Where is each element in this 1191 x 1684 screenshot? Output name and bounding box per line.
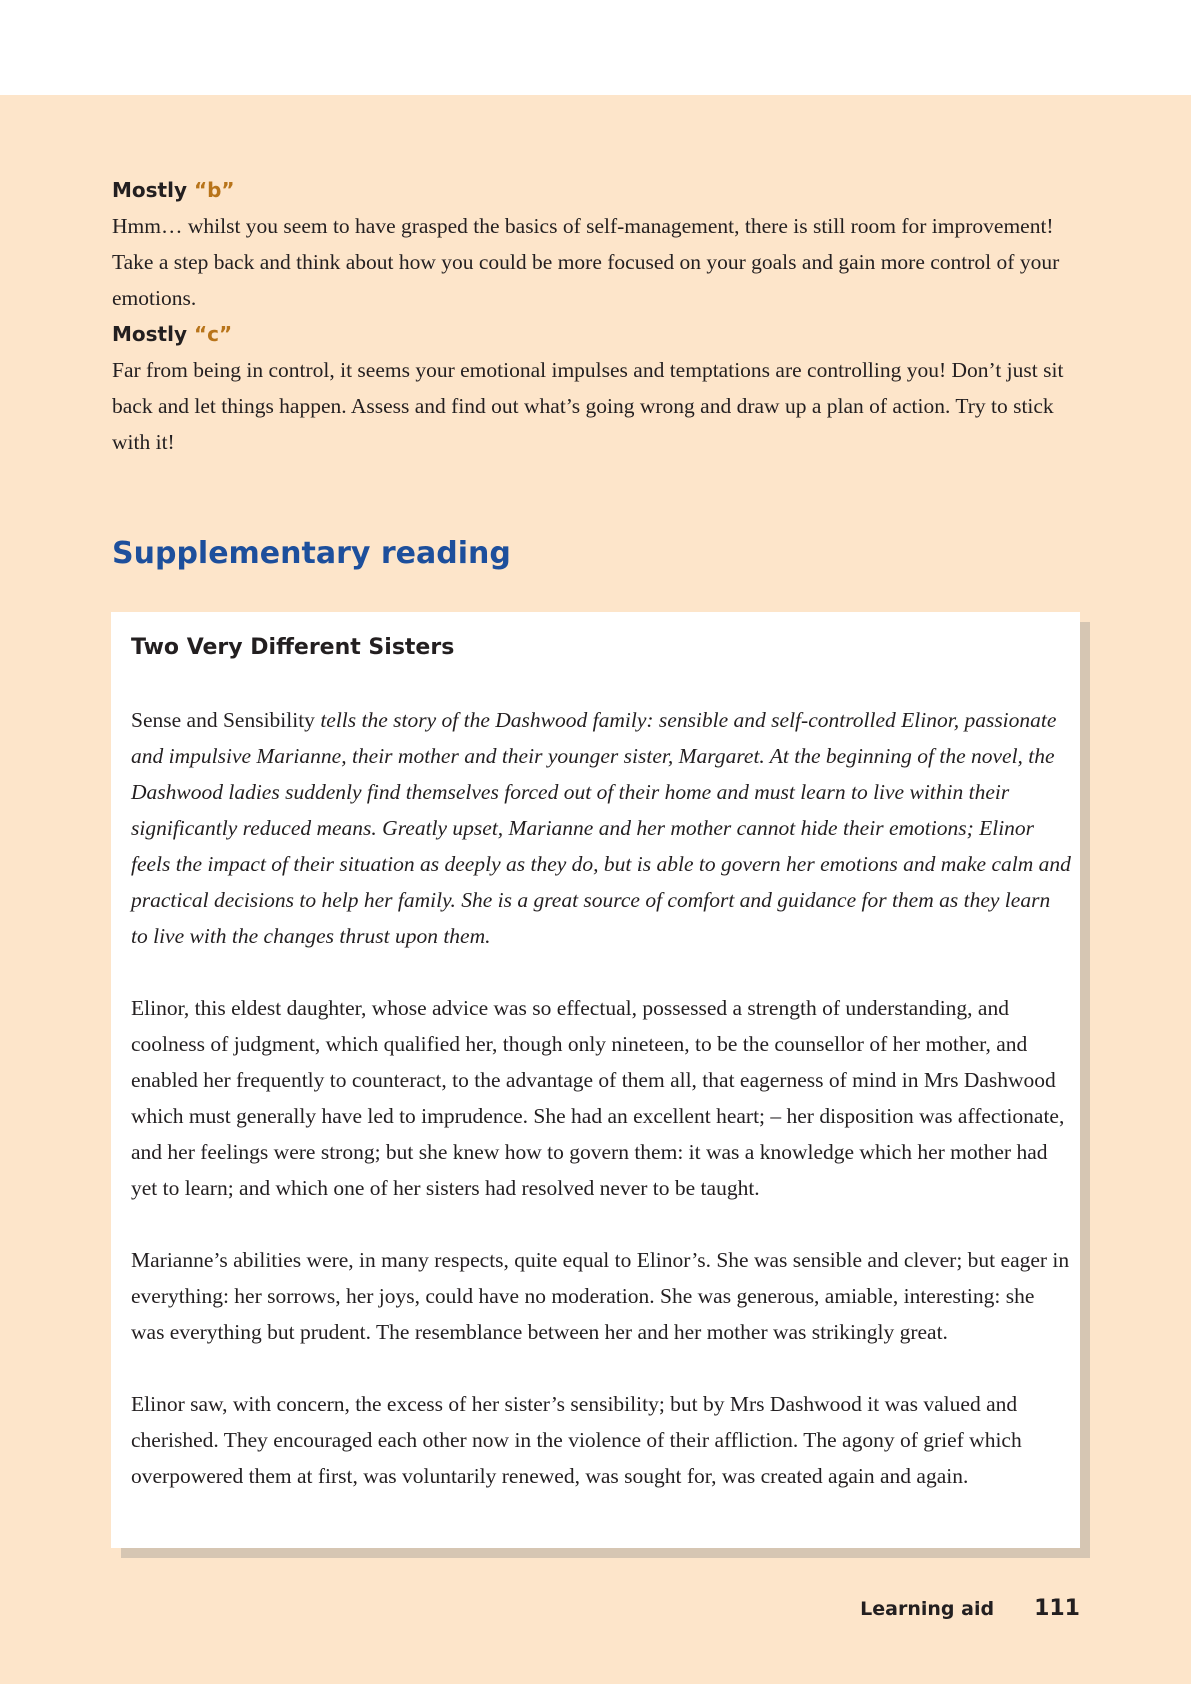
answer-heading-b — [112, 172, 1092, 208]
reading-box — [111, 612, 1080, 1548]
answer-prefix: Mostly — [112, 178, 194, 202]
answer-text-b: Hmm… whilst you seem to have grasped the basics of self-management, there is still room for improvement! Take a step back and think about how you could be more focused on your goals and gain more control of your emotions. — [112, 214, 1060, 310]
answer-heading-c — [112, 316, 1092, 352]
intro-text: tells the story of the Dashwood family: sensible and self-controlled Elinor, passionate and impulsive Marianne, their mother and their younger sister, Margaret. At the beginning of the novel, the Dashwood ladies suddenly find themselves forced out of their home and must learn to live within their significantly reduced means. Greatly upset, Marianne and her mother cannot hide their emotions; Elinor feels the impact of their situation as deeply as they do, but is able to govern her emotions and make calm and practical decisions to help her family. She is a great source of comfort and guidance for them as they learn to live with the changes thrust upon them. — [131, 708, 1071, 948]
answer-letter: “c” — [193, 322, 233, 346]
excerpt-paragraph: Marianne’s abilities were, in many respects, quite equal to Elinor’s. She was sensible and clever; but eager in everything: her sorrows, her joys, could have no moderation. She was generous, amiable, interesting: she was everything but prudent. The resemblance between her and her mother was strikingly great. — [131, 1248, 1070, 1344]
section-title: Supplementary reading — [112, 536, 511, 571]
reading-intro — [131, 702, 1071, 954]
quiz-results — [112, 172, 1092, 460]
page-number: 111 — [1034, 1596, 1080, 1621]
excerpt-paragraph: Elinor saw, with concern, the excess of her sister’s sensibility; but by Mrs Dashwood it was valued and cherished. They encouraged each other now in the violence of their affliction. The agony of grief which overpowered them at first, was voluntarily renewed, was sought for, was created again and again. — [131, 1392, 1022, 1488]
answer-letter: “b” — [193, 178, 235, 202]
excerpt-paragraph: Elinor, this eldest daughter, whose advice was so effectual, possessed a strength of understanding, and coolness of judgment, which qualified her, though only nineteen, to be the counsellor of her mother, and enabled her frequently to counteract, to the advantage of them all, that eagerness of mind in Mrs Dashwood which must generally have led to imprudence. She had an excellent heart; – her disposition was affectionate, and her feelings were strong; but she knew how to govern them: it was a knowledge which her mother had yet to learn; and which one of her sisters had resolved never to be taught. — [131, 996, 1065, 1200]
answer-prefix: Mostly — [112, 322, 194, 346]
reading-title: Two Very Different Sisters — [131, 635, 455, 660]
answer-text-c: Far from being in control, it seems your emotional impulses and temptations are controlling you! Don’t just sit back and let things happen. Assess and find out what’s going wrong and draw up a plan of action. Try to stick with it! — [112, 358, 1064, 454]
page-footer — [860, 1594, 1080, 1625]
footer-label: Learning aid — [860, 1598, 995, 1620]
book-title: Sense and Sensibility — [131, 708, 315, 732]
